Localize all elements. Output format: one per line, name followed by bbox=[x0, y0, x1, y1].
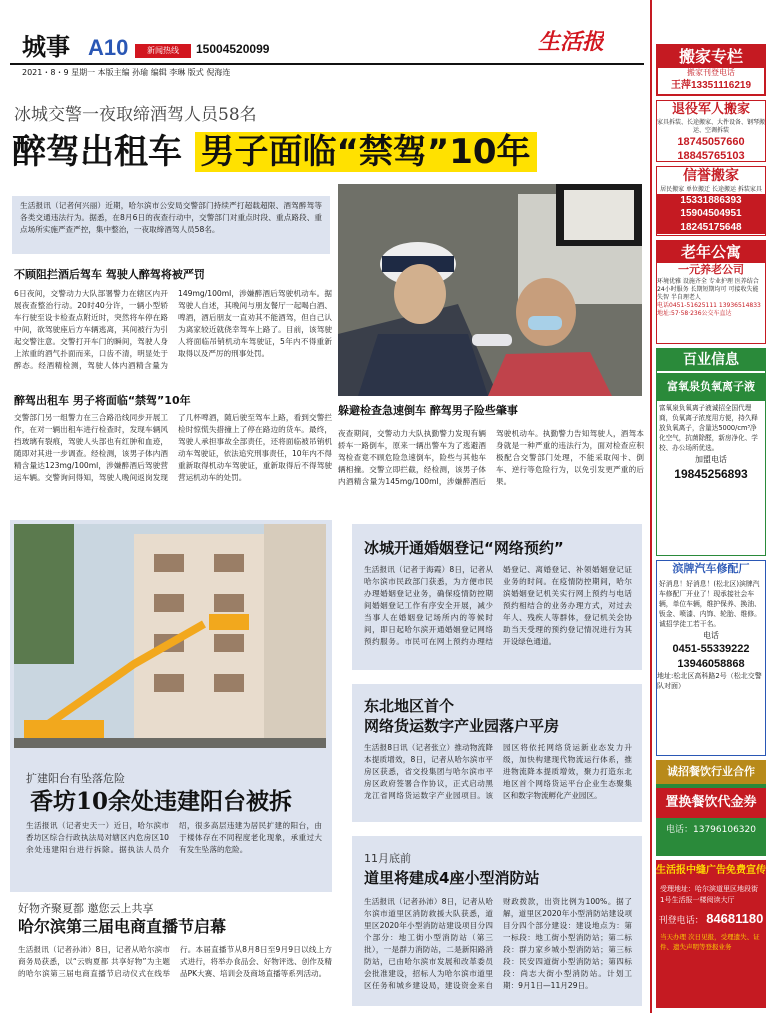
story6-body: 生活报讯（记者孙沛）8日，记者从哈尔滨市道里区消防救援大队获悉，道里区2020年小型消防站建设项目分四个部分：地工街小型消防站（第三批），一是群力消防站，二是新阳路消防站，已由哈尔滨市发展和改革委员会批准建设，招标人为哈尔滨市道里区任务和城乡建设局，建设资金来自财政拨款，出资比例为100%。据了解，道里区2020年小型消防站建设项目分四个部分建设：建设地点为：第一标段：地工街小型消防站；第二标段：群力家乡城小型消防站；第三标段：民安四道街小型消防站；第四标段：尚志大街小型消防站。计划工期：9月1日—11月29日。 bbox=[364, 897, 632, 990]
ad3-phone2: 15904504951 bbox=[657, 207, 765, 221]
story1-headline-a: 醉驾出租车 bbox=[12, 132, 182, 172]
ad1-phone: 王萍13351116219 bbox=[670, 79, 752, 91]
ad5-label: 加盟电话 bbox=[695, 455, 727, 464]
story2-photo bbox=[14, 524, 326, 748]
ad2-small: 家具拆装、长途搬家、大件设备、钢琴搬运、空调拆装 bbox=[657, 118, 766, 134]
ad6-body: 好消息！好消息！(松北区)滨牌汽车修配厂开业了！现承接社会车辆，单位车辆，维护保养、换油、钣金、喷漆、内饰、轮胎、维修。诚招学徒工若干名。 bbox=[659, 580, 761, 628]
ad-classified bbox=[656, 860, 766, 1008]
story1-subhead2: 醉驾出租车 男子将面临“禁驾”10年 bbox=[14, 394, 191, 407]
ad4-addr: 地址:57·58·236公交车直达 bbox=[657, 309, 732, 317]
ad-auto-repair bbox=[656, 560, 766, 756]
ad4-phone: 电话0451-51625111 13936514833 bbox=[657, 301, 761, 309]
story4-body: 生活报讯（记者于海霞）8日，记者从哈尔滨市民政部门获悉，为方便市民办理婚姻登记业务，确保疫情防控期间婚姻登记工作有序安全开展，减少当事人在婚姻登记场所内的等候时间，即日起哈尔滨开通婚姻登记网络预约服务。市民可在网上预约办理结婚登记、离婚登记、补领婚姻登记证业务的时间。在疫情防控期间，哈尔滨婚姻登记机关实行网上预约与电话预约相结合的业务办理方式，对过去年人、残疾人等群体，登记机关会协助当天受理的预约登记情况进行为其开设绿色通道。 bbox=[364, 565, 632, 646]
story1-photo-caption: 躲避检查急速倒车 醉驾男子险些肇事 bbox=[338, 404, 518, 417]
story1-headline-b: 男子面临“禁驾”10年 bbox=[195, 132, 537, 172]
story6-headline: 道里将建成4座小型消防站 bbox=[364, 869, 540, 887]
story2-kicker: 扩建阳台有坠落危险 bbox=[26, 772, 125, 785]
ad2-phone1: 18745057660 bbox=[677, 135, 745, 148]
section-title: 城事 bbox=[22, 32, 70, 61]
ad-catering bbox=[656, 760, 766, 856]
page-number: A10 bbox=[88, 35, 129, 60]
story1-photo bbox=[338, 184, 642, 396]
ad-elderly-apartment bbox=[656, 240, 766, 344]
story2-panel bbox=[10, 520, 332, 892]
ad4-small: 环境优雅 设施齐全 专业护理 医养结合 24小时服务 长期短期均可 可接收失能 失智 半自理老人 bbox=[657, 277, 759, 301]
ad5-title: 百业信息 bbox=[657, 349, 765, 371]
story6-panel bbox=[352, 836, 642, 1006]
ad8-phone: 84681180 bbox=[706, 911, 764, 926]
date-line: 2021・8・9 星期一 本版主编 孙瑜 编辑 李琳 版式 倪海连 bbox=[22, 68, 231, 77]
story1-body3: 夜查期间，交警动力大队执勤警力发现有辆轿车一路倒车，原来一辆出警车为了逃避酒驾检查竟不顾危险急速倒车，险些与其他车辆相撞。交警立即拦截，经检测，该男子体内酒精含量为145mg/100ml，涉嫌醉酒后驾驶机动车。执勤警力告知驾驶人，酒驾本身就是一种严重的违法行为，面对检查应积极配合交警部门处理，不能采取闯卡、倒车、逆行等危险行为，以免引发更严重的后果。 bbox=[338, 429, 644, 486]
ad-credit-moving bbox=[656, 166, 766, 236]
ad-veteran-moving bbox=[656, 100, 766, 162]
ad6-title: 滨牌汽车修配厂 bbox=[672, 562, 750, 575]
story3-kicker: 好物齐聚夏都 邀您云上共享 bbox=[18, 902, 154, 915]
ad4-title: 老年公寓 bbox=[657, 241, 765, 263]
ad8-body: 受理地址：哈尔滨道里区地段街1号生活报一楼阅读大厅 bbox=[660, 885, 758, 904]
ad-column bbox=[650, 0, 768, 1013]
ad7-line1: 诚招餐饮行业合作 bbox=[656, 760, 766, 784]
hotline-label: 新闻热线 bbox=[135, 44, 191, 58]
story5-headline-l1: 东北地区首个 bbox=[364, 697, 455, 715]
ad3-small: 居民搬家 单位搬迁 长途搬运 拆装家具 bbox=[660, 185, 762, 193]
ad3-phone3: 18245175648 bbox=[657, 221, 765, 235]
story2-body: 生活报讯（记者史天一）近日，哈尔滨市香坊区综合行政执法局对辖区内危房区10余处违建阳台进行拆除。据执法人员介绍，很多高层违建为居民扩建的阳台，由于楼体存在不同程度老化现象，承重过大有发生坠落的危险。 bbox=[26, 821, 322, 854]
story1-kicker: 冰城交警一夜取缔酒驾人员58名 bbox=[14, 105, 257, 125]
story1-subhead1: 不顾阻拦酒后驾车 驾驶人醉驾将被严罚 bbox=[14, 268, 205, 281]
ad8-line1: 生活报中缝广告免费宣传 bbox=[656, 865, 766, 876]
ad7-line2: 置换餐饮代金券 bbox=[656, 788, 766, 818]
story1-headline bbox=[12, 130, 642, 176]
newspaper-logo: 生活报 bbox=[538, 29, 605, 55]
story1-lead: 生活报讯（记者何兴丽）近期，哈尔滨市公安局交警部门持续严打超载超限、酒驾醉驾等各类交通违法行为。据悉，在8月6日的夜查行动中，交警部门对重点时段、重点路段、重点场所实施严查严控，集中整治，一夜取缔酒驾人员58名。 bbox=[12, 196, 330, 254]
story5-headline-l2: 网络货运数字产业园落户平房 bbox=[364, 717, 560, 735]
ad1-title: 搬家专栏 bbox=[658, 46, 764, 68]
ad-business-info bbox=[656, 348, 766, 556]
ad2-title: 退役军人搬家 bbox=[671, 102, 750, 117]
story4-panel bbox=[352, 524, 642, 670]
story6-kicker: 11月底前 bbox=[364, 852, 411, 865]
ad5-body: 富氧泉负氧离子液诚招全国代理商，负氧离子浓度用方便，持久释放负氧离子，含量达5000/cm³净化空气，抗菌除醛，新房净化、学校、办公场所优选。 bbox=[659, 404, 758, 452]
ad5-headline: 富氧泉负氧离子液 bbox=[657, 373, 765, 401]
story2-headline: 香坊10余处违建阳台被拆 bbox=[30, 788, 293, 815]
hotline-number: 15004520099 bbox=[196, 42, 270, 56]
ad1-sub: 搬家刊登电话 bbox=[687, 68, 735, 77]
story3-body: 生活报讯（记者孙沛）8日，记者从哈尔滨市商务局获悉，以“云购夏都 共享好物”为主题的哈尔滨第三届电商直播节启动仪式在线举行。本届直播节从8月8日至9月9日以线上方式进行，将举办食品会、好物评选、创作及精品PK大赛、培训会及商场直播等系列活动。 bbox=[18, 945, 332, 978]
ad6-phone2: 13946058868 bbox=[677, 657, 745, 670]
ad4-sub: 一元养老公司 bbox=[678, 263, 744, 276]
story1-body1: 6日夜间，交警动力大队部署警力在辖区内开展夜查整治行动。20时40分许，一辆小型轿车行驶至设卡检查点附近时，突然将车停在路中间，欲驾驶座后方车辆逃离，其间被行为引起交警注意。交警打开车门的瞬间，驾驶人身上浓重的酒气扑面而来，口齿不清，明显处于醉态。经酒精检测，驾驶人体内酒精含量为149mg/100ml，涉嫌醉酒后驾驶机动车。据驾驶人自述，其晚间与朋友餐厅一起喝白酒、啤酒，酒后朋友一直劝其不能酒驾，但自己认为离家较近就侥幸驾车上路了。目前，该驾驶人将面临吊销机动车驾驶证，5年内不得重新取得以及严厉的刑事处罚。 bbox=[14, 289, 332, 370]
ad6-phone1: 0451-55339222 bbox=[672, 642, 750, 655]
ad2-phone2: 18845765103 bbox=[677, 150, 745, 162]
story3-headline: 哈尔滨第三届电商直播节启幕 bbox=[18, 917, 227, 936]
header-rule bbox=[10, 63, 644, 65]
ad8-phone-label: 刊登电话： bbox=[658, 916, 704, 926]
story5-panel bbox=[352, 684, 642, 822]
police-check-illustration bbox=[338, 184, 642, 396]
ad5-phone: 19845256893 bbox=[674, 466, 748, 481]
story1-body2: 交警部门另一组警力在三合路沿线同步开展工作，在对一辆出租车进行检查时，发现车辆风挡玻璃有裂痕，驾驶人头部也有红肿和血迹，随即对其进一步调查。经检测，该男子体内酒精含量达123mg/100ml，涉嫌醉酒后驾驶营运车辆。交警询问得知，驾驶人晚间返岗发现了几杯啤酒，随后驶至驾车上路，看到交警拦检时惊慌失措撞上了停在路边的货车。最终，驾驶人承担事故全部责任，还将面临被吊销机动车驾驶证，依法追究刑事责任，10年内不得重新取得机动车驾驶证，重新取得后不得驾驶营运机动车的处罚。 bbox=[14, 413, 332, 482]
building-demolition-illustration bbox=[14, 524, 326, 748]
ad3-phone1: 15331886393 bbox=[657, 194, 765, 208]
ad-moving-column bbox=[656, 44, 766, 96]
ad8-note: 当天办理 次日见报，受理遗失、证件、遗失声明等登报业务 bbox=[660, 932, 760, 951]
ad6-label: 电话 bbox=[703, 631, 719, 640]
story4-headline: 冰城开通婚姻登记“网络预约” bbox=[364, 539, 564, 557]
ad6-addr: 地址:松北区高科路2号（松北交警队对面） bbox=[657, 672, 762, 691]
story5-body: 生活报8日讯（记者张立）推动物流降本提质增效，8日，记者从哈尔滨市平房区获悉，省交投集团与哈尔滨市平房区政府签署合作协议，正式启动黑龙江省网络货运数字产业园项目。该园区将依托网络货运新业态发力升级，加快构建现代物流运行体系，推进物流降本提质增效，聚力打造东北地区首个网络货运平台企业生态聚集区和数字物流孵化产业园区。 bbox=[364, 743, 632, 800]
ad3-title: 信誉搬家 bbox=[683, 168, 739, 184]
ad7-phone: 电话：13796106320 bbox=[666, 825, 756, 835]
